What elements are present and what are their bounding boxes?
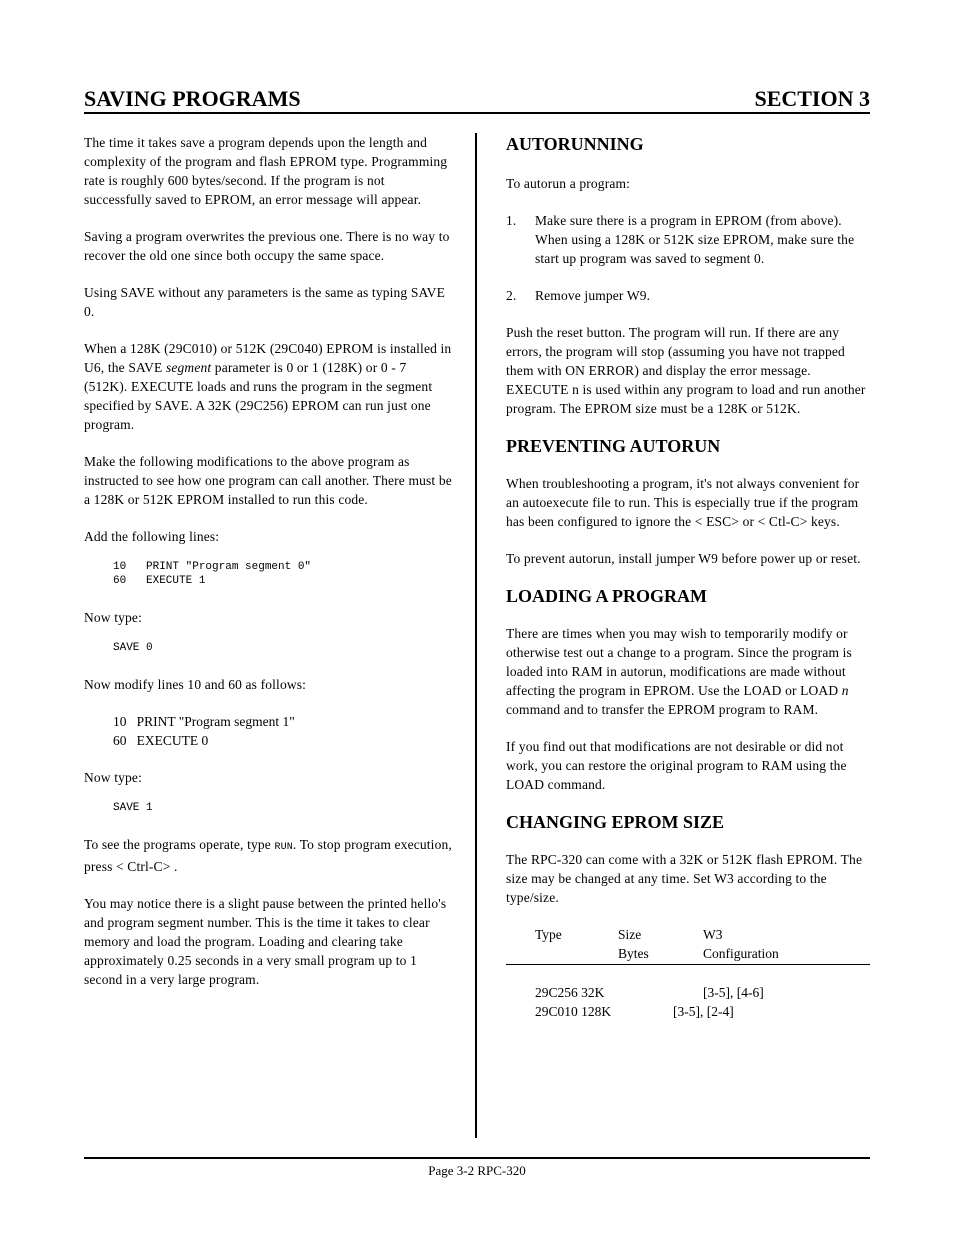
list-item-text: Make sure there is a program in EPROM (from above). When using a 128K or 512K size EPROM, make sure the start up program was saved to segment 0. — [535, 213, 855, 266]
table-cell-w3: [3-5], [2-4] — [673, 1004, 734, 1019]
code-line: 60 EXECUTE 0 — [113, 733, 209, 748]
table-cell-type-size: 29C010 128K — [535, 1004, 612, 1019]
segments-text-a: When a 128K (29C010) or 512K (29C040) EPROM is installed in U6, the SAVE — [84, 341, 452, 375]
paragraph-modifications: Make the following modifications to the above program as instructed to see how one program can call another. There must be a 128K or 512K EPROM installed to run this code. — [84, 454, 452, 507]
table-cell-type-size: 29C256 32K — [535, 985, 605, 1000]
header-title: SAVING PROGRAMS — [84, 86, 301, 111]
paragraph-prevent-autorun: To prevent autorun, install jumper W9 before power up or reset. — [506, 551, 861, 566]
heading-autorunning: AUTORUNNING — [506, 134, 644, 154]
list-item-text: Remove jumper W9. — [535, 288, 651, 303]
paragraph-autorun-intro: To autorun a program: — [506, 176, 631, 191]
right-column — [506, 133, 870, 1035]
column-divider — [475, 133, 477, 1138]
paragraph-troubleshooting: When troubleshooting a program, it's not always convenient for an autoexecute file to run. This is especially true if the program has been configured to ignore the < ESC> or < Ctl-C> keys. — [506, 476, 860, 529]
segments-text-b: parameter is 0 or 1 (128K) or 0 - 7 (512K). EXECUTE loads and runs the program in the segment specified by SAVE. A 32K (29C256) EPROM can run just one program. — [84, 360, 433, 432]
eprom-config-table — [506, 925, 870, 1035]
code-line: 10 PRINT "Program segment 0" — [113, 561, 312, 573]
run-text-a: To see the programs operate, type — [84, 837, 275, 852]
paragraph-reset: Push the reset button. The program will run. If there are any errors, the program will stop (assuming you have not trapped them with ON ERROR) and display the error message. EXECUTE n is used within any program to load and run another program. The EPROM size must be a 128K or 512K. — [506, 325, 866, 416]
table-cell-w3: [3-5], [4-6] — [703, 985, 764, 1000]
header-section: SECTION 3 — [754, 86, 870, 111]
header-rule — [84, 112, 870, 114]
paragraph-restore: If you find out that modifications are not desirable or did not work, you can restore the original program to RAM using the LOAD command. — [506, 739, 847, 792]
heading-preventing-autorun: PREVENTING AUTORUN — [506, 436, 721, 456]
paragraph-overwrite: Saving a program overwrites the previous one. There is no way to recover the old one since both occupy the same space. — [84, 229, 450, 263]
run-text-b: . To stop program execution, press < Ctrl-C> . — [84, 837, 452, 874]
list-item — [506, 286, 870, 305]
footer-rule — [84, 1157, 870, 1159]
code-line: SAVE 1 — [113, 802, 153, 814]
loading-text-a: There are times when you may wish to temporarily modify or otherwise test out a change to a program. Since the program is loaded into RAM in autorun, modifications are made without affecting the program in EPROM. Use the LOAD or LOAD — [506, 626, 852, 698]
paragraph-segments — [84, 339, 452, 434]
table-rule — [506, 964, 870, 965]
table-header-configuration: Configuration — [703, 946, 779, 961]
paragraph-save-default: Using SAVE without any parameters is the same as typing SAVE 0. — [84, 285, 445, 319]
paragraph-eprom-size: The RPC-320 can come with a 32K or 512K flash EPROM. The size may be changed at any time. Set W3 according to the type/size. — [506, 852, 863, 905]
code-line: SAVE 0 — [113, 642, 153, 654]
paragraph-modify-lines: Now modify lines 10 and 60 as follows: — [84, 677, 307, 692]
list-number: 1. — [506, 213, 517, 228]
table-header-bytes: Bytes — [618, 946, 649, 961]
page-footer: Page 3-2 RPC-320 — [428, 1163, 526, 1178]
loading-n-emphasis: n — [841, 683, 849, 698]
table-header-w3: W3 — [703, 927, 723, 942]
segment-emphasis: segment — [165, 360, 212, 375]
loading-text-b: command and to transfer the EPROM program to RAM. — [506, 702, 819, 717]
paragraph-save-time: The time it takes save a program depends upon the length and complexity of the program and flash EPROM type. Programming rate is roughly 600 bytes/second. If the program is not successfully saved to EPROM, an error message will appear. — [84, 135, 448, 207]
paragraph-now-type: Now type: — [84, 770, 142, 785]
page-header — [84, 85, 870, 113]
heading-changing-eprom-size: CHANGING EPROM SIZE — [506, 812, 725, 832]
heading-loading-program: LOADING A PROGRAM — [506, 586, 708, 606]
left-column — [84, 133, 452, 989]
paragraph-now-type: Now type: — [84, 610, 142, 625]
list-item — [506, 211, 870, 268]
code-line: 60 EXECUTE 1 — [113, 575, 206, 587]
table-header-type: Type — [535, 927, 562, 942]
table-header-size: Size — [618, 927, 642, 942]
paragraph-loading — [506, 624, 870, 719]
paragraph-run-programs — [84, 835, 452, 876]
code-line: 10 PRINT "Program segment 1" — [113, 714, 295, 729]
list-number: 2. — [506, 288, 517, 303]
paragraph-pause-note: You may notice there is a slight pause between the printed hello's and program segment number. This is the time it takes to clear memory and load the program. Loading and clearing take approximately 0.25 seconds in a very small program up to 1 second in a very large program. — [84, 896, 447, 987]
paragraph-add-lines: Add the following lines: — [84, 529, 220, 544]
run-command: RUN — [274, 842, 293, 853]
